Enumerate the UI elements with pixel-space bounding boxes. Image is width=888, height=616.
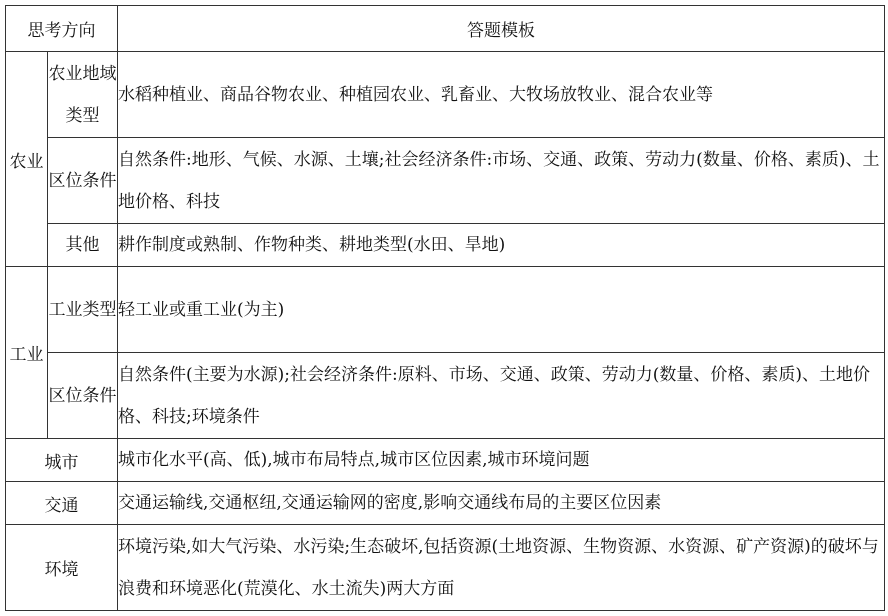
subcategory-agri-other: 其他 bbox=[48, 224, 118, 267]
table-row bbox=[6, 267, 885, 353]
header-thinking-direction: 思考方向 bbox=[6, 6, 118, 52]
table-row bbox=[6, 224, 885, 267]
table-row bbox=[6, 482, 885, 525]
content-industry-location: 自然条件(主要为水源);社会经济条件:原料、市场、交通、政策、劳动力(数量、价格、素质)、土地价格、科技;环境条件 bbox=[118, 353, 885, 439]
subcategory-industry-location: 区位条件 bbox=[48, 353, 118, 439]
content-industry-type: 轻工业或重工业(为主) bbox=[118, 267, 885, 353]
content-agri-location: 自然条件:地形、气候、水源、土壤;社会经济条件:市场、交通、政策、劳动力(数量、价格、素质)、土地价格、科技 bbox=[118, 138, 885, 224]
header-answer-template: 答题模板 bbox=[118, 6, 885, 52]
header-row bbox=[6, 6, 885, 52]
subcategory-agri-location: 区位条件 bbox=[48, 138, 118, 224]
table-row bbox=[6, 439, 885, 482]
table-row bbox=[6, 52, 885, 138]
subcategory-agri-region-type: 农业地域类型 bbox=[48, 52, 118, 138]
content-agri-region-type: 水稻种植业、商品谷物农业、种植园农业、乳畜业、大牧场放牧业、混合农业等 bbox=[118, 52, 885, 138]
category-city: 城市 bbox=[6, 439, 118, 482]
category-transport: 交通 bbox=[6, 482, 118, 525]
content-agri-other: 耕作制度或熟制、作物种类、耕地类型(水田、旱地) bbox=[118, 224, 885, 267]
category-environment: 环境 bbox=[6, 525, 118, 611]
content-city: 城市化水平(高、低),城市布局特点,城市区位因素,城市环境问题 bbox=[118, 439, 885, 482]
category-industry: 工业 bbox=[6, 267, 48, 439]
table-row bbox=[6, 525, 885, 611]
table-row bbox=[6, 138, 885, 224]
category-agriculture: 农业 bbox=[6, 52, 48, 267]
subcategory-industry-type: 工业类型 bbox=[48, 267, 118, 353]
answer-template-table bbox=[5, 5, 885, 611]
content-environment: 环境污染,如大气污染、水污染;生态破坏,包括资源(土地资源、生物资源、水资源、矿产资源)的破坏与浪费和环境恶化(荒漠化、水土流失)两大方面 bbox=[118, 525, 885, 611]
content-transport: 交通运输线,交通枢纽,交通运输网的密度,影响交通线布局的主要区位因素 bbox=[118, 482, 885, 525]
table-row bbox=[6, 353, 885, 439]
